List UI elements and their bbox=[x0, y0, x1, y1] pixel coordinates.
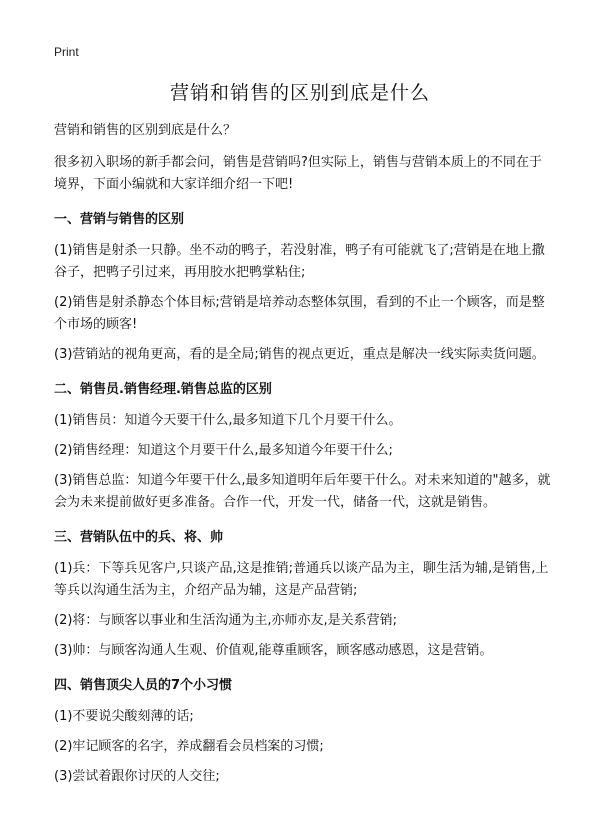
section-paragraph: (1)销售员：知道今天要干什么,最多知道下几个月要干什么。 bbox=[54, 413, 402, 428]
section-heading: 三、营销队伍中的兵、将、帅 bbox=[54, 530, 224, 545]
section-4 bbox=[54, 676, 554, 788]
section-paragraph: (1)不要说尖酸刻薄的话; bbox=[54, 709, 194, 724]
section-heading: 二、销售员.销售经理.销售总监的区别 bbox=[54, 382, 272, 397]
intro-paragraph: 很多初入职场的新手都会问，销售是营销吗?但实际上，销售与营销本质上的不同在于境界，下面小编就和大家详细介绍一下吧! bbox=[54, 155, 542, 192]
section-paragraph: (1)销售是射杀一只静。坐不动的鸭子，若没射准，鸭子有可能就飞了;营销是在地上撒谷子，把鸭子引过来，再用胶水把鸭掌粘住; bbox=[54, 243, 545, 280]
section-heading: 一、营销与销售的区别 bbox=[54, 212, 185, 227]
section-3 bbox=[54, 528, 554, 662]
section-paragraph: (3)营销站的视角更高，看的是全局;销售的视点更近，重点是解决一线实际卖货问题。 bbox=[54, 347, 545, 362]
section-1 bbox=[54, 210, 554, 366]
section-heading: 四、销售顶尖人员的7个小习惯 bbox=[54, 678, 233, 693]
section-paragraph: (2)销售是射杀静态个体目标;营销是培养动态整体氛围，看到的不止一个顾客，而是整个市场的顾客! bbox=[54, 295, 545, 332]
intro-question: 营销和销售的区别到底是什么？ bbox=[54, 123, 237, 138]
page-title: 营销和销售的区别到底是什么 bbox=[169, 82, 430, 104]
section-paragraph: (3)销售总监：知道今年要干什么,最多知道明年后年要干什么。对未来知道的"越多，就会为未来提前做好更多准备。合作一代，开发一代，储备一代，这就是销售。 bbox=[54, 473, 551, 510]
section-paragraph: (2)将：与顾客以事业和生活沟通为主,亦师亦友,是关系营销; bbox=[54, 613, 398, 628]
print-label[interactable]: Print bbox=[54, 45, 79, 59]
section-paragraph: (3)帅：与顾客沟通人生观、价值观,能尊重顾客，顾客感动感恩，这是营销。 bbox=[54, 643, 493, 658]
section-paragraph: (1)兵：下等兵见客户,只谈产品,这是推销;普通兵以谈产品为主，聊生活为辅,是销售,上等兵以沟通生活为主，介绍产品为辅，这是产品营销; bbox=[54, 561, 549, 598]
section-paragraph: (2)牢记顾客的名字，养成翻看会员档案的习惯; bbox=[54, 739, 324, 754]
section-paragraph: (2)销售经理：知道这个月要干什么,最多知道今年要干什么; bbox=[54, 443, 393, 458]
section-2 bbox=[54, 380, 554, 514]
article-body bbox=[54, 120, 554, 796]
section-paragraph: (3)尝试着跟你讨厌的人交往; bbox=[54, 769, 220, 784]
